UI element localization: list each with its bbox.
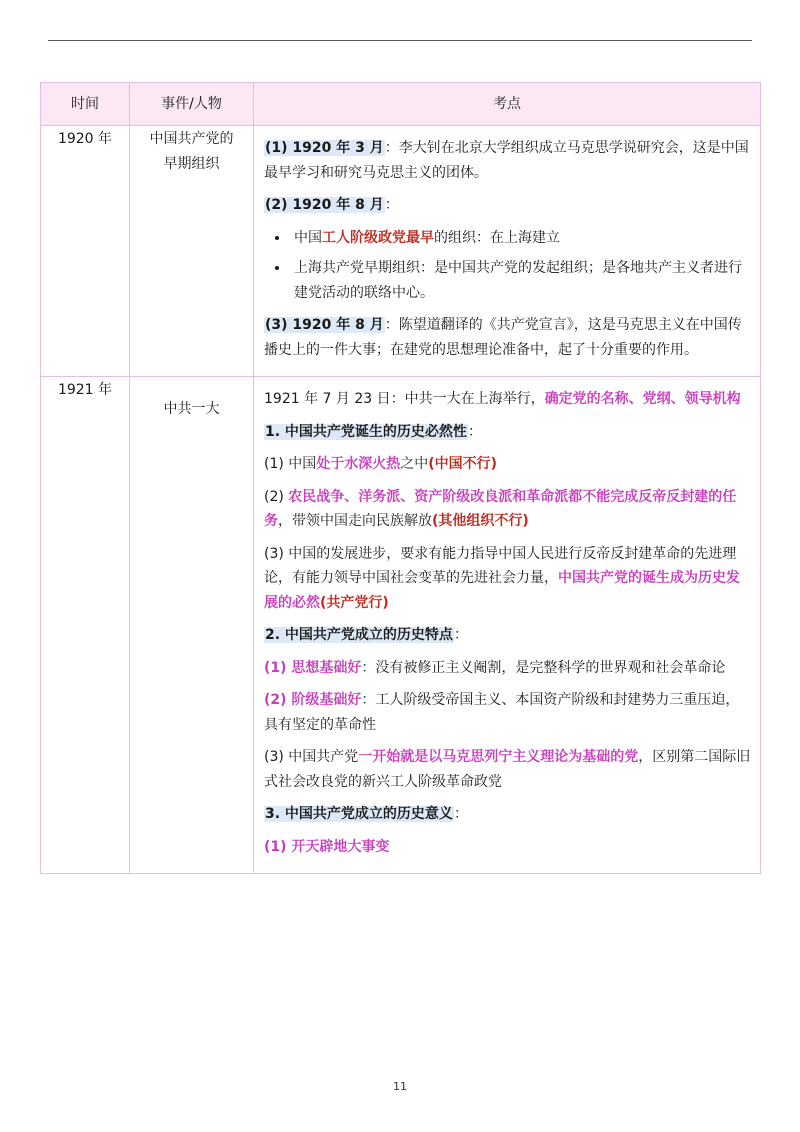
header-event: 事件/人物: [130, 83, 254, 126]
event-cell-1920: [130, 126, 254, 377]
section-title-2: 2. 中国共产党成立的历史特点：: [265, 627, 468, 643]
list-item: • 上海共产党早期组织：是中国共产党的发起组织；是各地共产主义者进行建党活动的联络中心。: [290, 256, 752, 305]
header-time: 时间: [41, 83, 130, 126]
table-row-1921: [41, 377, 761, 874]
point-1921-s1-3: (3) 中国的发展进步，要求有能力指导中国人民进行反帝反封建革命的先进理论，有能力领导中国社会变革的先进社会力量，中国共产党的诞生成为历史发展的必然(共产党行): [264, 545, 740, 611]
event-label-1920: 中国共产党的早期组织: [149, 131, 234, 172]
point-1920-1: (1) 1920 年 3 月：李大钊在北京大学组织成立马克思学说研究会，这是中国最早学习和研究马克思主义的团体。: [264, 140, 749, 181]
points-cell-1921: [254, 377, 761, 874]
bullet-list-1920: [264, 226, 752, 306]
table-row-1920: [41, 126, 761, 377]
time-cell-1921: 1921 年: [41, 377, 130, 874]
point-1920-3: (3) 1920 年 8 月：陈望道翻译的《共产党宣言》，这是马克思主义在中国传播史上的一件大事；在建党的思想理论准备中，起了十分重要的作用。: [264, 317, 742, 358]
header-rule: [48, 40, 752, 41]
point-1921-s2-1: (1) 思想基础好：没有被修正主义阉割，是完整科学的世界观和社会革命论: [264, 659, 726, 676]
list-item: • 中国工人阶级政党最早的组织：在上海建立: [290, 226, 752, 251]
point-1921-s2-3: (3) 中国共产党一开始就是以马克思列宁主义理论为基础的党，区别第二国际旧式社会改良党的新兴工人阶级革命政党: [264, 749, 751, 790]
history-table: [40, 82, 761, 874]
point-1920-2: (2) 1920 年 8 月：: [265, 197, 399, 213]
page-number: 11: [393, 1080, 407, 1093]
event-cell-1921: 中共一大: [130, 377, 254, 874]
point-1921-s3-1: (1) 开天辟地大事变: [264, 838, 390, 855]
point-1921-s2-2: (2) 阶级基础好：工人阶级受帝国主义、本国资产阶级和封建势力三重压迫，具有坚定的革命性: [264, 692, 740, 733]
table-header-row: [41, 83, 761, 126]
point-1921-s1-1: (1) 中国处于水深火热之中(中国不行): [264, 456, 498, 472]
point-1921-intro: 1921 年 7 月 23 日：中共一大在上海举行，确定党的名称、党纲、领导机构: [264, 391, 741, 407]
points-cell-1920: [254, 126, 761, 377]
header-points: 考点: [254, 83, 761, 126]
time-cell-1920: 1920 年: [41, 126, 130, 377]
section-title-3: 3. 中国共产党成立的历史意义：: [265, 806, 468, 822]
section-title-1: 1. 中国共产党诞生的历史必然性：: [265, 423, 482, 440]
point-1921-s1-2: (2) 农民战争、洋务派、资产阶级改良派和革命派都不能完成反帝反封建的任务，带领中国走向民族解放(其他组织不行): [264, 488, 737, 529]
